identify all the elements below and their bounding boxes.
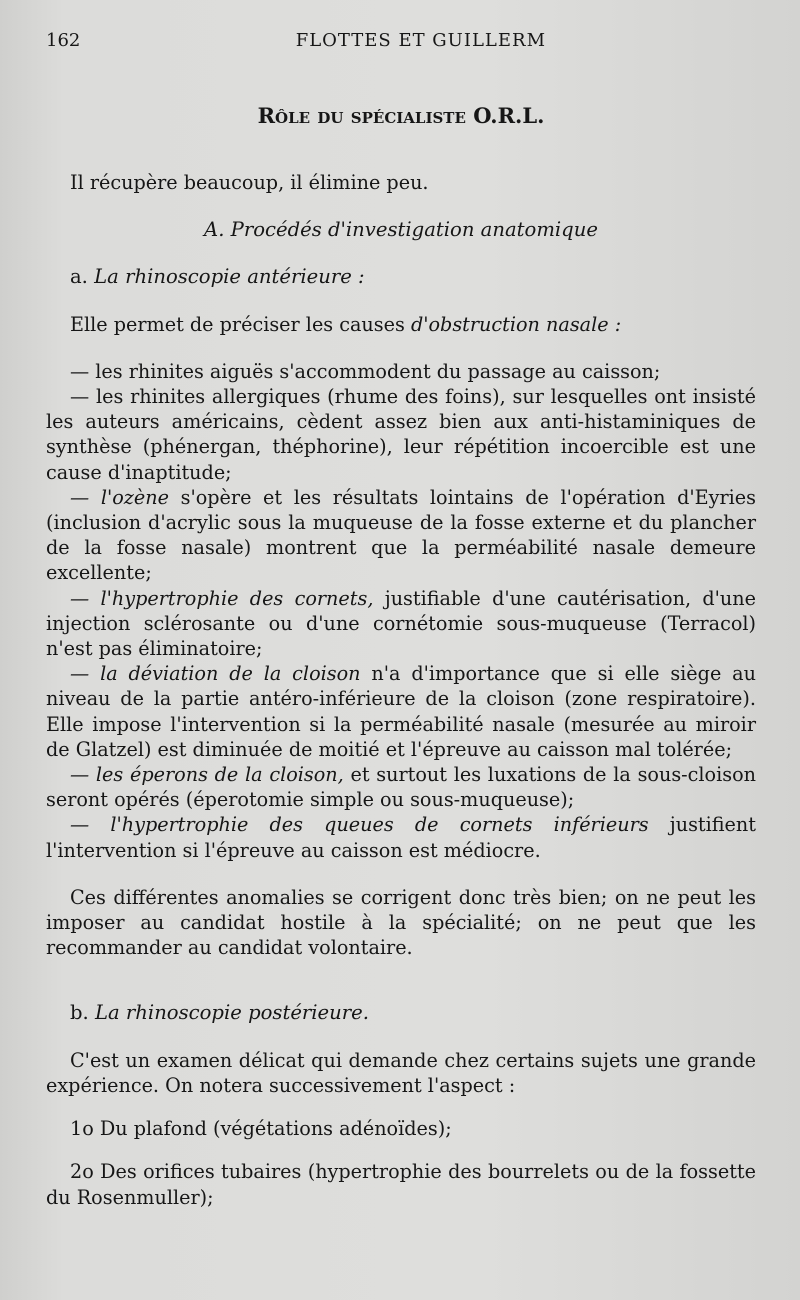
subheading-b-title: La rhinoscopie postérieure. [95, 1001, 369, 1025]
numbered-item-text: Du plafond (végétations adénoïdes); [93, 1117, 452, 1141]
heading-a [46, 217, 756, 242]
list-item [46, 586, 756, 662]
subheading-b [46, 1000, 756, 1025]
intro-line: Il récupère beaucoup, il élimine peu. [70, 171, 429, 194]
numbered-item-number: 1o [70, 1117, 94, 1141]
section-title-tail: O.R.L. [473, 103, 545, 128]
list-item-em: — les éperons de la cloison, [70, 763, 344, 787]
list-item [46, 661, 756, 762]
list-item-text: justifient l'intervention si l'épreuve au caisson est médiocre. [46, 813, 756, 862]
list-item [46, 359, 756, 384]
list-item-text: justifiable d'une cautérisation, d'une injection sclérosante ou d'une cornétomie sous-muqueuse (Terracol) n'est pas éliminatoire; [46, 586, 757, 661]
anomaly-list [46, 359, 756, 863]
list-item-em: — l'hypertrophie des cornets, [70, 586, 374, 610]
subheading-a [46, 264, 756, 289]
numbered-item-number: 2o [70, 1160, 94, 1184]
list-item [46, 384, 756, 485]
list-item-text: — les rhinites aiguës s'accommodent du passage au caisson; [70, 359, 661, 383]
list-item-text: — les rhinites allergiques (rhume des foins), sur lesquelles ont insisté les auteurs américains, cèdent assez bien aux anti-histaminiques de synthèse (phénergan, théphorine), leur répétition incoercible est une cause d'inaptitude; [46, 385, 756, 484]
subheading-b-marker: b. [70, 1001, 89, 1025]
list-item-text: s'opère et les résultats lointains de l'opération d'Eyries (inclusion d'acrylic sous la muqueuse de la fosse externe et du plancher de la fosse nasale) montrent que la perméabilité nasale demeure excellente; [46, 485, 756, 585]
running-head [46, 30, 756, 51]
subheading-a-intro [46, 312, 756, 337]
list-item-text: et surtout les luxations de la sous-cloison seront opérés (éperotomie simple ou sous-muqueuse); [46, 763, 756, 812]
list-item-em: — la déviation de la cloison [70, 662, 361, 686]
numbered-item [46, 1159, 756, 1209]
list-item [46, 812, 756, 862]
section-title-lead: Rôle du spécialiste [257, 103, 466, 128]
numbered-item-text: Des orifices tubaires (hypertrophie des bourrelets ou de la fossette du Rosenmuller); [46, 1160, 756, 1209]
list-item-em: — l'hypertrophie des queues de cornets inférieurs [70, 813, 649, 837]
running-title: FLOTTES ET GUILLERM [295, 30, 546, 51]
intro-a-em: d'obstruction nasale : [410, 312, 622, 336]
subheading-a-marker: a. [70, 265, 88, 289]
heading-a-text: A. Procédés d'investigation anatomique [204, 218, 598, 242]
list-item [46, 485, 756, 586]
list-item-text: n'a d'importance que si elle siège au niveau de la partie antéro-inférieure de la cloison (zone respiratoire). Elle impose l'intervention si la perméabilité nasale (mesurée au miroir de Glatzel) est diminuée de moitié et l'épreuve au caisson mal tolérée; [46, 662, 756, 761]
intro-a-text: Elle permet de préciser les causes [70, 312, 411, 336]
list-item [46, 762, 756, 812]
page-number: 162 [46, 30, 81, 51]
numbered-item [46, 1116, 756, 1141]
subheading-a-title: La rhinoscopie antérieure : [94, 265, 365, 289]
subheading-b-intro: C'est un examen délicat qui demande chez certains sujets une grande expérience. On notera successivement l'aspect : [46, 1048, 756, 1097]
section-title [46, 103, 756, 128]
list-item-em: — l'ozène [70, 485, 169, 509]
summary-paragraph: Ces différentes anomalies se corrigent donc très bien; on ne peut les imposer au candidat hostile à la spécialité; on ne peut que les recommander au candidat volontaire. [46, 885, 756, 960]
